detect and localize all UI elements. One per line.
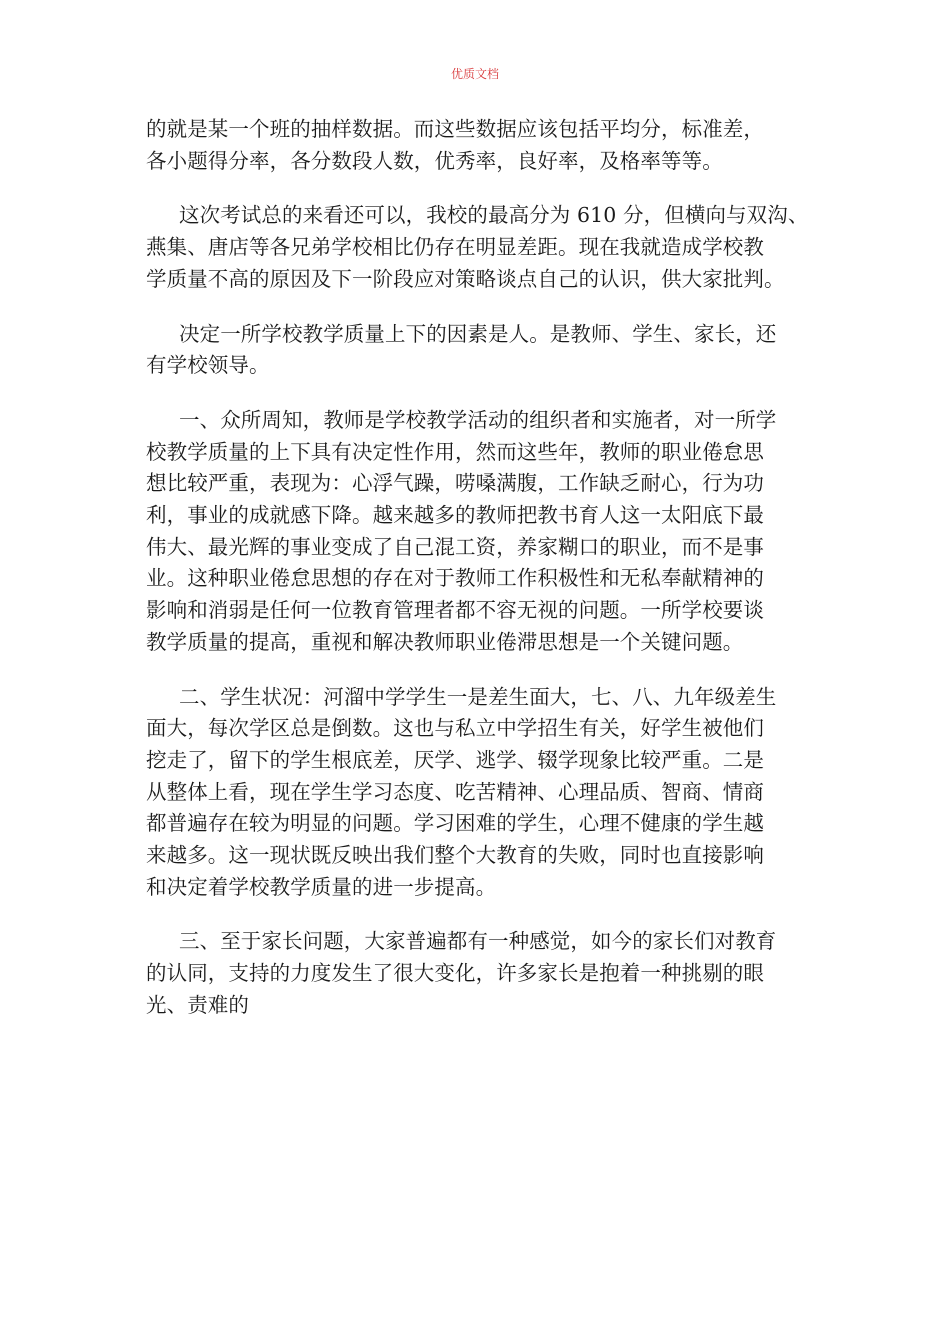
text-line: 学质量不高的原因及下一阶段应对策略谈点自己的认识，供大家批判。	[146, 266, 785, 291]
text-line: 这次考试总的来看还可以，我校的最高分为 610 分，但横向与双沟、	[179, 203, 809, 228]
text-line: 有学校领导。	[146, 353, 270, 378]
text-line: 从整体上看，现在学生学习态度、吃苦精神、心理品质、智商、情商	[146, 779, 764, 804]
text-line: 教学质量的提高，重视和解决教师职业倦滞思想是一个关键问题。	[146, 629, 744, 654]
paragraph	[146, 114, 814, 177]
text-line: 二、学生状况：河溜中学学生一是差生面大，七、八、九年级差生	[179, 684, 777, 709]
text-line: 决定一所学校教学质量上下的因素是人。是教师、学生、家长，还	[179, 321, 777, 346]
text-line: 想比较严重，表现为：心浮气躁，唠嗓满腹，工作缺乏耐心，行为功	[146, 471, 764, 496]
page-header-label: 优质文档	[450, 67, 499, 81]
paragraph	[146, 319, 814, 382]
text-line: 挖走了，留下的学生根底差，厌学、逃学、辍学现象比较严重。二是	[146, 747, 764, 772]
text-line: 都普遍存在较为明显的问题。学习困难的学生，心理不健康的学生越	[146, 811, 764, 836]
text-line: 影响和消弱是任何一位教育管理者都不容无视的问题。一所学校要谈	[146, 598, 764, 623]
text-line: 一、众所周知，教师是学校教学活动的组织者和实施者，对一所学	[179, 407, 777, 432]
text-line: 的认同，支持的力度发生了很大变化，许多家长是抱着一种挑剔的眼	[146, 961, 764, 986]
text-line: 伟大、最光辉的事业变成了自己混工资，养家糊口的职业，而不是事	[146, 534, 764, 559]
text-line: 和决定着学校教学质量的进一步提高。	[146, 874, 497, 899]
paragraph	[146, 200, 814, 295]
text-line: 各小题得分率，各分数段人数，优秀率，良好率，及格率等等。	[146, 148, 723, 173]
paragraph	[146, 682, 814, 904]
text-line: 面大，每次学区总是倒数。这也与私立中学招生有关，好学生被他们	[146, 716, 764, 741]
text-line: 三、至于家长问题，大家普遍都有一种感觉，如今的家长们对教育	[179, 929, 777, 954]
text-line: 光、责难的	[146, 992, 249, 1017]
paragraph	[146, 926, 814, 1021]
text-line: 校教学质量的上下具有决定性作用，然而这些年，教师的职业倦怠思	[146, 439, 764, 464]
text-line: 的就是某一个班的抽样数据。而这些数据应该包括平均分，标准差，	[146, 117, 764, 141]
document-body	[146, 114, 814, 1045]
paragraph	[146, 405, 814, 659]
text-line: 来越多。这一现状既反映出我们整个大教育的失败，同时也直接影响	[146, 843, 764, 868]
text-line: 业。这种职业倦怠思想的存在对于教师工作积极性和无私奉献精神的	[146, 566, 764, 591]
text-line: 利，事业的成就感下降。越来越多的教师把教书育人这一太阳底下最	[146, 503, 764, 528]
text-line: 燕集、唐店等各兄弟学校相比仍存在明显差距。现在我就造成学校教	[146, 235, 764, 260]
